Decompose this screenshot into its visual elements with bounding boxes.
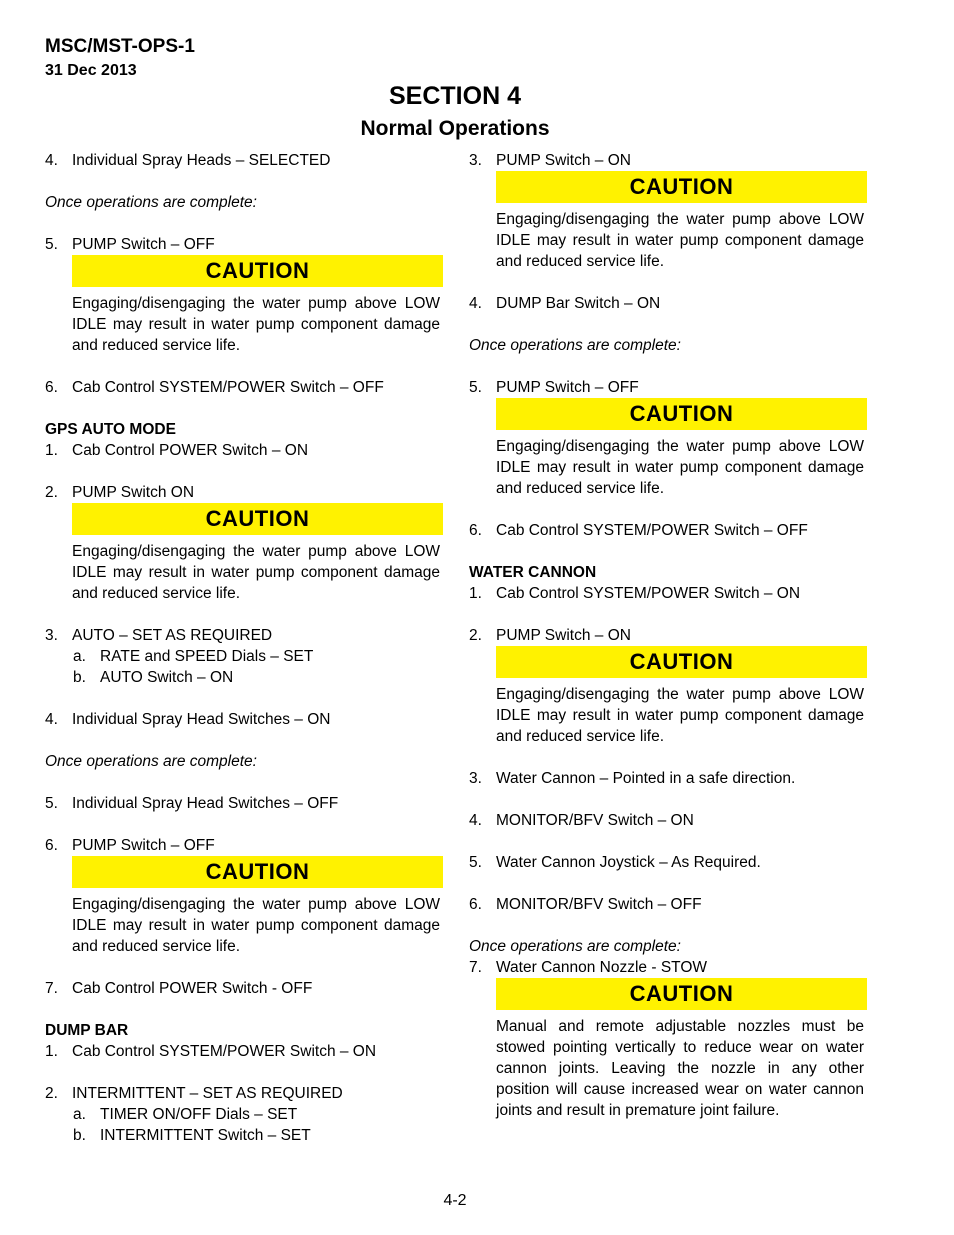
caution-box [496, 978, 867, 1121]
caution-text: Engaging/disengaging the water pump above LOW IDLE may result in water pump component damage and reduced service life. [72, 896, 440, 955]
caution-box [496, 646, 867, 747]
caution-box [72, 503, 443, 604]
note-text: Once operations are complete: [469, 337, 681, 354]
page-number: 4-2 [443, 1192, 467, 1209]
caution-box [496, 171, 867, 272]
list-item: 1. Cab Control SYSTEM/POWER Switch – ON [469, 585, 801, 602]
list-item: 5. Water Cannon Joystick – As Required. [469, 854, 761, 871]
list-item: 6. PUMP Switch – OFF [45, 837, 215, 854]
caution-label: CAUTION [496, 646, 867, 678]
list-item: 5. PUMP Switch – OFF [45, 236, 215, 253]
list-item: 7. Water Cannon Nozzle - STOW [469, 959, 708, 976]
list-item: 3. AUTO – SET AS REQUIRED [45, 627, 273, 644]
list-item: 4. DUMP Bar Switch – ON [469, 295, 661, 312]
subsection-heading: GPS AUTO MODE [45, 421, 176, 438]
caution-text: Engaging/disengaging the water pump above LOW IDLE may result in water pump component damage and reduced service life. [496, 438, 864, 497]
caution-text: Engaging/disengaging the water pump above LOW IDLE may result in water pump component damage and reduced service life. [496, 686, 864, 745]
list-item: 1. Cab Control SYSTEM/POWER Switch – ON [45, 1043, 377, 1060]
caution-text: Engaging/disengaging the water pump above LOW IDLE may result in water pump component damage and reduced service life. [72, 295, 440, 354]
document-id: MSC/MST-OPS-1 [45, 36, 195, 57]
right-column [469, 150, 867, 1142]
caution-label: CAUTION [496, 398, 867, 430]
caution-box [496, 398, 867, 499]
caution-label: CAUTION [496, 171, 867, 203]
list-item: 5. PUMP Switch – OFF [469, 379, 639, 396]
list-item: 3. Water Cannon – Pointed in a safe direction. [469, 770, 796, 787]
list-item: 2. PUMP Switch – ON [469, 627, 631, 644]
caution-label: CAUTION [496, 978, 867, 1010]
list-item: 1. Cab Control POWER Switch – ON [45, 442, 309, 459]
list-item: 4. MONITOR/BFV Switch – ON [469, 812, 694, 829]
sub-list-item: a. RATE and SPEED Dials – SET [73, 648, 314, 665]
list-item: 4. Individual Spray Head Switches – ON [45, 711, 331, 728]
list-item: 6. MONITOR/BFV Switch – OFF [469, 896, 702, 913]
section-title: SECTION 4 [389, 82, 521, 110]
left-column [45, 150, 443, 1146]
note-text: Once operations are complete: [45, 753, 257, 770]
sub-list-item: b. AUTO Switch – ON [73, 669, 234, 686]
list-item: 4. Individual Spray Heads – SELECTED [45, 152, 331, 169]
section-subtitle: Normal Operations [360, 117, 550, 140]
subsection-heading: WATER CANNON [469, 564, 597, 581]
caution-box [72, 856, 443, 957]
sub-list-item: b. INTERMITTENT Switch – SET [73, 1127, 311, 1144]
caution-label: CAUTION [72, 856, 443, 888]
list-item: 2. PUMP Switch ON [45, 484, 195, 501]
caution-label: CAUTION [72, 503, 443, 535]
caution-text: Engaging/disengaging the water pump above LOW IDLE may result in water pump component damage and reduced service life. [496, 211, 864, 270]
caution-text: Manual and remote adjustable nozzles must be stowed pointing vertically to reduce wear on water cannon joints. Leaving the nozzle in any other position will cause increased wear on water cannon joints and result in premature joint failure. [496, 1018, 864, 1119]
document-date: 31 Dec 2013 [45, 62, 137, 79]
caution-box [72, 255, 443, 356]
subsection-heading: DUMP BAR [45, 1022, 129, 1039]
caution-label: CAUTION [72, 255, 443, 287]
list-item: 5. Individual Spray Head Switches – OFF [45, 795, 339, 812]
list-item: 6. Cab Control SYSTEM/POWER Switch – OFF [45, 379, 384, 396]
list-item: 7. Cab Control POWER Switch - OFF [45, 980, 313, 997]
note-text: Once operations are complete: [45, 194, 257, 211]
list-item: 3. PUMP Switch – ON [469, 152, 631, 169]
note-text: Once operations are complete: [469, 938, 681, 955]
caution-text: Engaging/disengaging the water pump above LOW IDLE may result in water pump component damage and reduced service life. [72, 543, 440, 602]
sub-list-item: a. TIMER ON/OFF Dials – SET [73, 1106, 298, 1123]
list-item: 6. Cab Control SYSTEM/POWER Switch – OFF [469, 522, 808, 539]
list-item: 2. INTERMITTENT – SET AS REQUIRED [45, 1085, 343, 1102]
